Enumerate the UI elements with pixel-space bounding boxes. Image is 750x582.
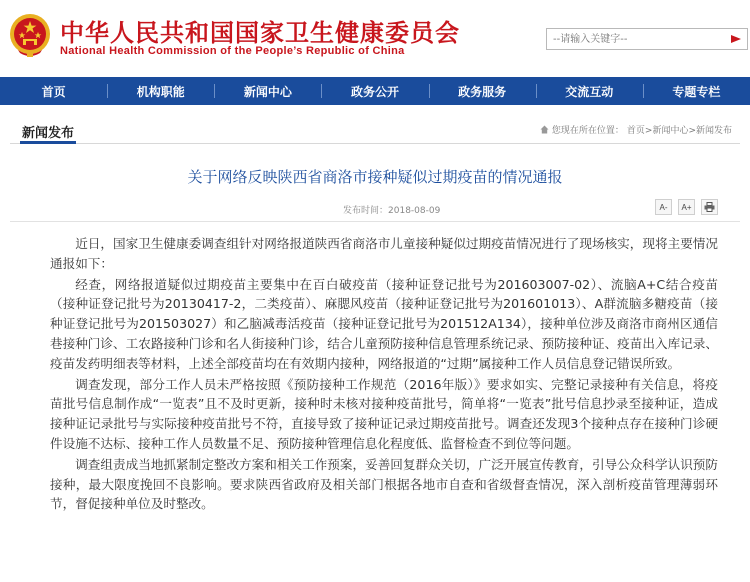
article-body <box>50 234 718 514</box>
article-paragraph: 调查组责成当地抓紧制定整改方案和相关工作预案，妥善回复群众关切，广泛开展宣传教育，引导公众科学认识预防接种，最大限度挽回不良影响。要求陕西省政府及相关部门根据各地市自查和省级督查情况，深入剖析疫苗管理薄弱环节，督促接种单位及时整改。 <box>50 456 718 512</box>
nav-item-home[interactable]: 首页 <box>41 84 66 99</box>
article-title: 关于网络反映陕西省商洛市接种疑似过期疫苗的情况通报 <box>187 168 563 186</box>
nav-item-special-topics[interactable]: 专题专栏 <box>643 77 750 105</box>
search-button[interactable] <box>725 29 747 49</box>
article-paragraph: 调查发现，部分工作人员未严格按照《预防接种工作规范（2016年版）》要求如实、完整记录接种有关信息，将疫苗批号信息制作成“一览表”且不及时更新，接种时未核对接种疫苗批号，简单将“一览表”批号信息抄录至接种证，造成接种证记录批号与实际接种疫苗批号不符，直接导致了接种证记录过期疫苗批号。调查还发现3个接种点存在接种门诊硬件设施不达标、接种工作人员数量不足、预防接种管理信息化程度低、监督检查不到位等问题。 <box>50 376 718 451</box>
national-emblem-icon[interactable] <box>8 12 52 58</box>
nav-item-government-services[interactable]: 政务服务 <box>429 77 536 105</box>
nav-item-functions[interactable]: 机构职能 <box>107 77 214 105</box>
breadcrumb-path[interactable]: 首页>新闻中心>新闻发布 <box>626 126 732 136</box>
printer-icon <box>704 202 715 212</box>
section-underline <box>20 141 76 144</box>
article-tools <box>655 199 718 215</box>
main-nav <box>0 77 750 105</box>
search-input[interactable] <box>547 29 725 49</box>
nav-item-news-center[interactable]: 新闻中心 <box>214 77 321 105</box>
article-meta <box>10 196 740 222</box>
home-icon <box>540 125 549 134</box>
breadcrumb-prefix: 您现在所在位置： <box>551 126 624 136</box>
nav-item-government-affairs[interactable]: 政务公开 <box>321 77 428 105</box>
site-title[interactable]: 中华人民共和国国家卫生健康委员会 <box>60 19 460 47</box>
article-paragraph: 经查，网络报道疑似过期疫苗主要集中在百白破疫苗（接种证登记批号为201603007-02）、流脑A+C结合疫苗（接种证登记批号为20130417-2，二类疫苗）、麻腮风疫苗（接种证登记批号为201601013）、A群流脑多糖疫苗（接种证登记批号为201503027）和乙脑减毒活疫苗（接种证登记批号为201512A134），接种单位涉及商洛市商州区通信巷接种门诊、工农路接种门诊和名人街接种门诊，结合儿童预防接种信息管理系统记录、预防接种证、疫苗出入库记录、疫苗发药明细表等材料，上述全部疫苗均在有效期内接种，网络报道的“过期”属接种工作人员信息登记错误所致。 <box>50 276 718 371</box>
print-button[interactable] <box>701 199 718 215</box>
nav-item-interaction[interactable]: 交流互动 <box>536 77 643 105</box>
breadcrumb <box>540 123 732 136</box>
article-paragraph: 近日，国家卫生健康委调查组针对网络报道陕西省商洛市儿童接种疑似过期疫苗情况进行了现场核实，现将主要情况通报如下： <box>50 236 718 271</box>
search-box <box>546 28 748 50</box>
site-title-english: National Health Commission of the People’s Republic of China <box>60 45 405 57</box>
section-bar <box>10 114 740 144</box>
site-header <box>0 0 750 77</box>
search-arrow-icon <box>729 33 743 45</box>
section-title: 新闻发布 <box>22 126 75 141</box>
publish-date-label: 发布时间： <box>343 206 389 216</box>
publish-date <box>343 203 440 216</box>
font-smaller-button[interactable]: A- <box>655 199 672 215</box>
font-larger-button[interactable]: A+ <box>678 199 695 215</box>
publish-date-value: 2018-08-09 <box>388 206 441 216</box>
